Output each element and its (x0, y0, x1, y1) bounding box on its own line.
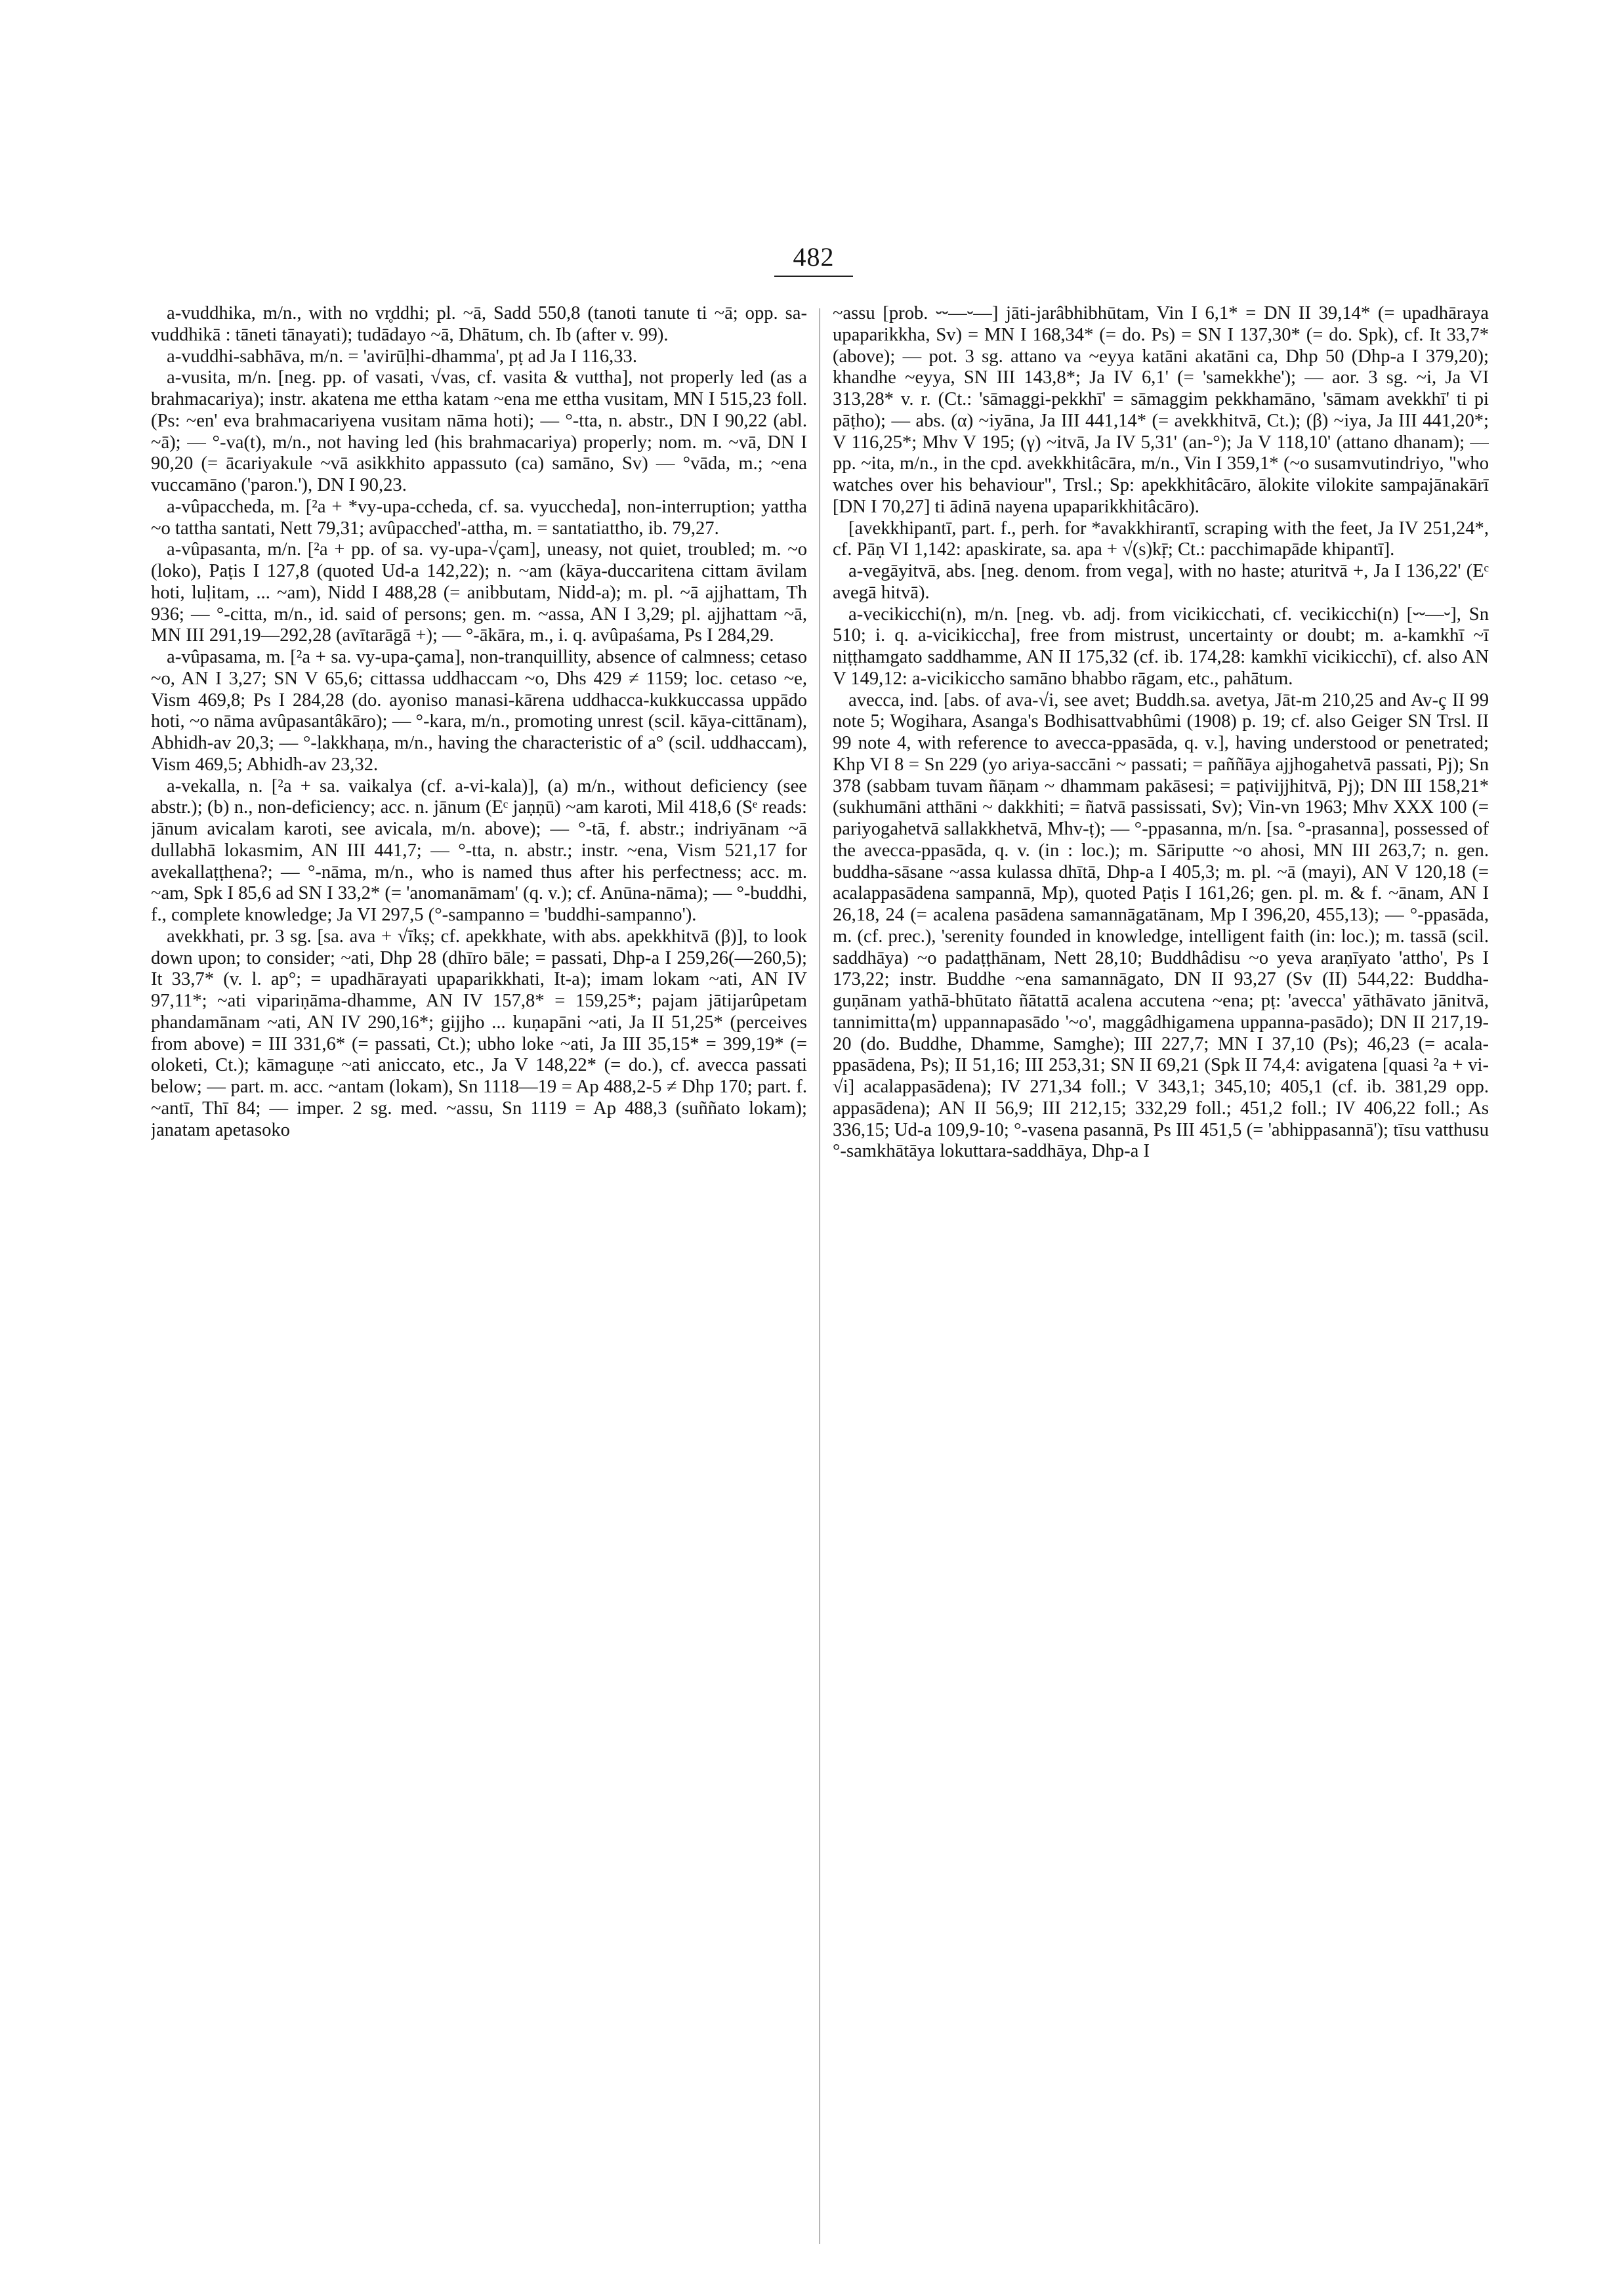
dictionary-entry: [avekkhipantī, part. f., perh. for *avakkhirantī, scraping with the feet, Ja IV 251,24*, cf. Pāṇ VI 1,142: apaskirate, sa. apa + √(s)kṝ; Ct.: pacchimapāde khipantī]. (833, 518, 1489, 560)
dictionary-entry: a-vûpaccheda, m. [²a + *vy-upa-ccheda, cf. sa. vyuccheda], non-interruption; yattha ~o tattha santati, Nett 79,31; avûpacched'-attha, m. = santatiattho, ib. 79,27. (151, 496, 807, 539)
dictionary-entry: a-vuddhika, m/n., with no vr̥ddhi; pl. ~ā, Sadd 550,8 (tanoti tanute ti ~ā; opp. sa-vuddhikā : tāneti tānayati); tudādayo ~ā, Dhātum, ch. Ib (after v. 99). (151, 303, 807, 345)
dictionary-entry-continuation: ~assu [prob. ⏑⏑—⏑—] jāti-jarâbhibhūtam, Vin I 6,1* = DN II 39,14* (= upadhāraya upaparikkha, Sv) = MN I 168,34* (= do. Ps) = SN I 137,30* (= do. Spk), cf. It 33,7* (above); — pot. 3 sg. attano va ~eyya katāni akatāni ca, Dhp 50 (Dhp-a I 379,20); khandhe ~eyya, SN III 143,8*; Ja IV 6,1' (= 'samekkhe'); — aor. 3 sg. ~i, Ja VI 313,28* v. r. (Ct.: 'sāmaggi-pekkhī' = sāmaggim pekkhamāno, 'sāmam avekkhī' ti pi pāṭho); — abs. (α) ~iyāna, Ja III 441,14* (= avekkhitvā, Ct.); (β) ~iya, Ja III 441,20*; V 116,25*; Mhv V 195; (γ) ~itvā, Ja IV 5,31' (an-°); Ja V 118,10' (attano dhanam); — pp. ~ita, m/n., in the cpd. avekkhitâcāra, m/n., Vin I 359,1* (~o susamvutindriyo, "who watches over his behaviour", Trsl.; Sp: apekkhitâcāro, ālokite vilokite sampajānakārī [DN I 70,27] ti ādinā nayena upaparikkhitâcāro). (833, 303, 1489, 517)
dictionary-entry: a-vusita, m/n. [neg. pp. of vasati, √vas, cf. vasita & vuttha], not properly led (as a brahmacariya); instr. akatena me ettha katam ~ena me ettha vusitam, MN I 515,23 foll. (Ps: ~en' eva brahmacariyena vusitam nāma hoti); — °-tta, n. abstr., DN I 90,22 (abl. ~ā); — °-va(t), m/n., not having led (his brahmacariya) properly; nom. m. ~vā, DN I 90,20 (= ācariyakule ~vā asikkhito appassuto (ca) samāno, Sv) — °vāda, m.; ~ena vuccamāno ('paron.'), DN I 90,23. (151, 367, 807, 495)
page-number-rule (774, 276, 853, 277)
dictionary-entry: a-vekalla, n. [²a + sa. vaikalya (cf. a-vi-kala)], (a) m/n., without deficiency (see abstr.); (b) n., non-deficiency; acc. n. jānum (Eᶜ jaṇṇū) ~am karoti, Mil 418,6 (Sᵉ reads: jānum avicalam karoti, see avicala, m/n. above); — °-tā, f. abstr.; indriyānam ~ā dullabhā lokasmim, AN III 441,7; — °-tta, n. abstr.; instr. ~ena, Vism 521,17 for avekallaṭṭhena?; — °-nāma, m/n., who is named thus after his perfectness; acc. m. ~am, Spk I 85,6 ad SN I 33,2* (= 'anomanāmam' (q. v.); cf. Anūna-nāma); — °-buddhi, f., complete knowledge; Ja VI 297,5 (°-sampanno = 'buddhi-sampanno'). (151, 775, 807, 925)
dictionary-entry: avekkhati, pr. 3 sg. [sa. ava + √īkṣ; cf. apekkhate, with abs. apekkhitvā (β)], to look down upon; to consider; ~ati, Dhp 28 (dhīro bāle; = passati, Dhp-a I 259,26(—260,5); It 33,7* (v. l. ap°; = upadhārayati upaparikkhati, It-a); imam lokam ~ati, AN IV 97,11*; ~ati vipariṇāma-dhamme, AN IV 157,8* = 159,25*; pajam jātijarûpetam phandamānam ~ati, AN IV 290,16*; gijjho ... kuṇapāni ~ati, Ja II 51,25* (perceives from above) = III 331,6* (= passati, Ct.); ubho loke ~ati, Ja III 35,15* = 399,19* (= oloketi, Ct.); kāmaguṇe ~ati aniccato, etc., Ja V 148,22* (= do.), cf. avecca passati below; — part. m. acc. ~antam (lokam), Sn 1118—19 = Ap 488,2-5 ≠ Dhp 170; part. f. ~antī, Thī 84; — imper. 2 sg. med. ~assu, Sn 1119 = Ap 488,3 (suññato lokam); janatam apetasoko (151, 926, 807, 1140)
dictionary-entry: a-vecikicchi(n), m/n. [neg. vb. adj. from vicikicchati, cf. vecikicchi(n) [⏑⏑—⏑], Sn 510; i. q. a-vicikiccha], free from mistrust, uncertainty or doubt; m. a-kamkhī ~ī niṭṭhamgato saddhamme, AN II 175,32 (cf. ib. 174,28: kamkhī vicikicchī), cf. also AN V 149,12: a-vicikiccho samāno bhabbo rāgam, etc., pahātum. (833, 604, 1489, 689)
left-column (151, 303, 807, 2245)
dictionary-entry: a-vûpasanta, m/n. [²a + pp. of sa. vy-upa-√çam], uneasy, not quiet, troubled; m. ~o (loko), Paṭis I 127,8 (quoted Ud-a 142,22); n. ~am (kāya-duccaritena cittam āvilam hoti, luḷitam, ... ~am), Nidd I 488,28 (= anibbutam, Nidd-a); m. pl. ~ā ajjhattam, Th 936; — °-citta, m/n., id. said of persons; gen. m. ~assa, AN I 3,29; pl. ajjhattam ~ā, MN III 291,19—292,28 (avītarāgā +); — °-ākāra, m., i. q. avûpaśama, Ps I 284,29. (151, 539, 807, 646)
dictionary-entry: a-vûpasama, m. [²a + sa. vy-upa-çama], non-tranquillity, absence of calmness; cetaso ~o, AN I 3,27; SN V 65,6; cittassa uddhaccam ~o, Dhs 429 ≠ 1159; loc. cetaso ~e, Vism 469,8; Ps I 284,28 (do. ayoniso manasi-kārena uddhacca-kukkuccassa uppādo hoti, ~o nāma avûpasantâkāro); — °-kara, m/n., promoting unrest (scil. kāya-cittānam), Abhidh-av 20,3; — °-lakkhaṇa, m/n., having the characteristic of a° (scil. uddhaccam), Vism 469,5; Abhidh-av 23,32. (151, 647, 807, 775)
page-number: 482 (793, 242, 835, 272)
right-column (833, 303, 1489, 2245)
dictionary-entry: avecca, ind. [abs. of ava-√i, see avet; Buddh.sa. avetya, Jāt-m 210,25 and Av-ç II 99 note 5; Wogihara, Asanga's Bodhisattvabhûmi (1908) p. 19; cf. also Geiger SN Trsl. II 99 note 4, with reference to avecca-ppasāda, q. v.], having understood or penetrated; Khp VI 8 = Sn 229 (yo ariya-saccāni ~ passati; = paññāya ajjhogahetvā passati, Pj); Sn 378 (sabbam tuvam ñāṇam ~ dhammam pakāsesi; = paṭivijjhitvā, Pj); DN III 158,21* (sukhumāni atthāni ~ dakkhiti; = ñatvā passissati, Sv); Vin-vn 1963; Mhv XXX 100 (= pariyogahetvā sallakkhetvā, Mhv-ṭ); — °-ppasanna, m/n. [sa. °-prasanna], possessed of the avecca-ppasāda, q. v. (in : loc.); m. Sāriputte ~o ahosi, MN III 263,7; n. gen. buddha-sāsane ~assa kulassa dhītā, Dhp-a I 405,3; m. pl. ~ā (mayi), AN V 120,18 (= acalappasādena sampannā, Mp), quoted Paṭis I 161,26; gen. pl. m. & f. ~ānam, AN I 26,18, 24 (= acalena pasādena samannāgatānam, Mp I 396,20, 455,13); — °-ppasāda, m. (cf. prec.), 'serenity founded in knowledge, intelligent faith (in: loc.); m. tassā (scil. saddhāya) ~o padaṭṭhānam, Nett 28,10; Buddhâdisu ~o yeva araṇīyato 'attho', Ps I 173,22; instr. Buddhe ~ena samannāgato, DN II 93,27 (Sv (II) 544,22: Buddha-guṇānam yathā-bhūtato ñātattā acalena accutena ~ena; pṭ: 'avecca' yāthāvato jānitvā, tannimitta⟨m⟩ uppannapasādo '~o', maggâdhigamena uppanna-pasādo); DN II 217,19-20 (do. Buddhe, Dhamme, Samghe); III 227,7; MN I 37,10 (Ps); 46,23 (= acala-ppasādena, Ps); II 51,16; III 253,31; SN II 69,21 (Spk II 74,4: avigatena [quasi ²a + vi-√i] acalappasādena); IV 271,34 foll.; V 343,1; 345,10; 405,1 (cf. ib. 381,29 opp. appasādena); AN II 56,9; III 212,15; 332,29 foll.; 451,2 foll.; IV 406,22 foll.; As 336,15; Ud-a 109,9-10; °-vasena pasannā, Ps III 451,5 (= 'abhippasannā'); tīsu vatthusu °-samkhātāya lokuttara-saddhāya, Dhp-a I (833, 690, 1489, 1162)
dictionary-entry: a-vuddhi-sabhāva, m/n. = 'avirūḷhi-dhamma', pṭ ad Ja I 116,33. (167, 346, 638, 367)
dictionary-entry: a-vegāyitvā, abs. [neg. denom. from vega], with no haste; aturitvā +, Ja I 136,22' (Eᶜ avegā hitvā). (833, 561, 1489, 603)
